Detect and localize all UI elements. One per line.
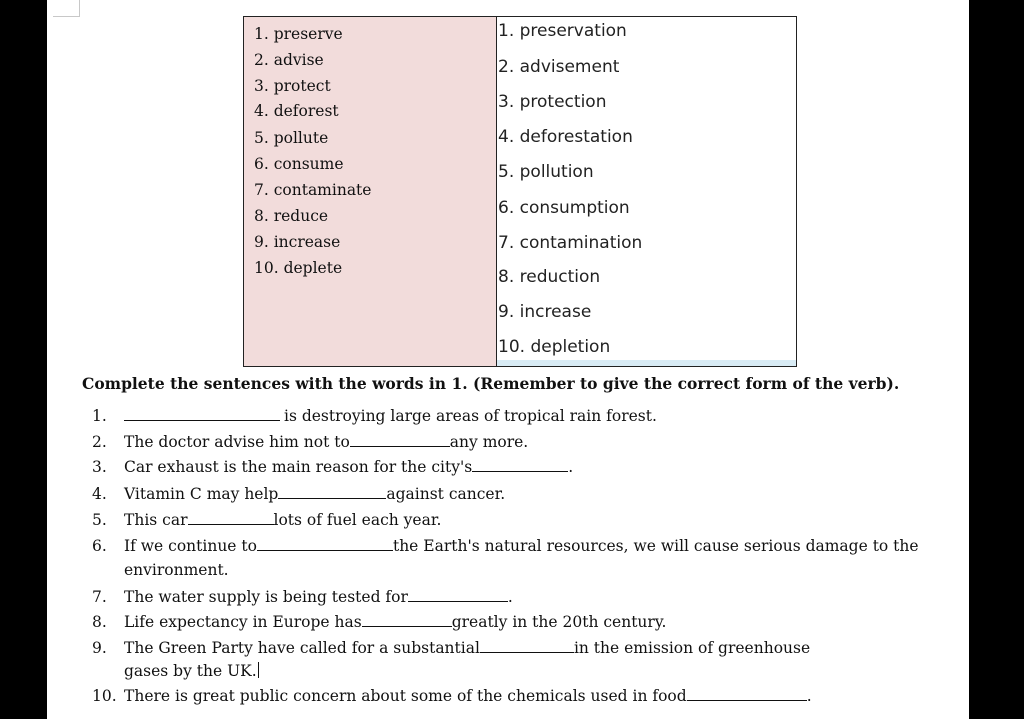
sentence-item — [92, 587, 513, 606]
sentence-number: 3. — [92, 458, 107, 476]
sentence-before: Car exhaust is the main reason for the city's — [124, 458, 473, 476]
verb-item: 10. deplete — [254, 259, 343, 277]
page-corner-mark — [53, 0, 80, 17]
sentence-after: lots of fuel each year. — [273, 511, 442, 529]
sentence-item — [92, 432, 528, 451]
sentence-item — [92, 484, 505, 503]
sentence-number: 4. — [92, 485, 107, 503]
noun-item: 3. protection — [498, 92, 607, 112]
noun-item: 10. depletion — [498, 337, 611, 357]
sentence-number: 2. — [92, 433, 107, 451]
verb-item: 3. protect — [254, 77, 331, 95]
verb-item: 4. deforest — [254, 102, 339, 120]
sentence-item — [92, 612, 666, 631]
answer-blank[interactable] — [350, 432, 450, 447]
document-page — [47, 0, 969, 719]
sentence-after: is destroying large areas of tropical rain forest. — [284, 407, 657, 425]
noun-item: 2. advisement — [498, 57, 620, 77]
answer-blank[interactable] — [188, 510, 274, 525]
verbs-column — [244, 17, 497, 366]
sentence-number: 10. — [92, 687, 117, 705]
answer-blank[interactable] — [257, 536, 393, 551]
sentence-item — [92, 510, 441, 529]
sentence-number: 6. — [92, 537, 107, 555]
sentence-number: 9. — [92, 639, 107, 657]
noun-item: 9. increase — [498, 302, 592, 322]
verb-item: 5. pollute — [254, 129, 329, 147]
word-forms-table — [243, 16, 797, 367]
sentence-number: 1. — [92, 407, 107, 425]
answer-blank[interactable] — [408, 587, 508, 602]
answer-blank[interactable] — [124, 406, 280, 421]
sentence-before: There is great public concern about some of the chemicals used in food — [124, 687, 687, 705]
answer-blank[interactable] — [362, 612, 452, 627]
noun-item: 5. pollution — [498, 162, 594, 182]
sentence-before: This car — [124, 511, 188, 529]
sentence-item — [92, 638, 810, 657]
sentence-number: 7. — [92, 588, 107, 606]
verb-item: 1. preserve — [254, 25, 343, 43]
sentence-number: 5. — [92, 511, 107, 529]
answer-blank[interactable] — [480, 638, 574, 653]
exercise-instruction: Complete the sentences with the words in 1. (Remember to give the correct form of the verb). — [82, 374, 900, 393]
sentence-item — [92, 686, 812, 705]
verb-item: 2. advise — [254, 51, 324, 69]
sentence-before: Vitamin C may help — [124, 485, 279, 503]
sentence-continuation — [124, 662, 259, 680]
sentence-continuation: environment. — [124, 561, 229, 579]
sentence-before: Life expectancy in Europe has — [124, 613, 362, 631]
sentence-after: . — [806, 687, 812, 705]
verb-item: 6. consume — [254, 155, 344, 173]
noun-item: 6. consumption — [498, 198, 630, 218]
noun-item: 8. reduction — [498, 267, 601, 287]
sentence-before: The Green Party have called for a substantial — [124, 639, 480, 657]
verb-item: 9. increase — [254, 233, 341, 251]
sentence-item — [92, 457, 573, 476]
verb-item: 7. contaminate — [254, 181, 372, 199]
selection-highlight — [497, 360, 796, 366]
answer-blank[interactable] — [278, 484, 386, 499]
sentence-after: any more. — [449, 433, 529, 451]
sentence-number: 8. — [92, 613, 107, 631]
sentence-before: If we continue to — [124, 537, 257, 555]
sentence-after: . — [507, 588, 513, 606]
sentence-item — [92, 406, 657, 425]
sentence-before: The doctor advise him not to — [124, 433, 350, 451]
noun-item: 4. deforestation — [498, 127, 633, 147]
sentence-after: greatly in the 20th century. — [451, 613, 667, 631]
sentence-item — [92, 536, 919, 555]
sentence-before: The water supply is being tested for — [124, 588, 408, 606]
answer-blank[interactable] — [687, 686, 807, 701]
nouns-column — [497, 17, 796, 366]
noun-item: 1. preservation — [498, 21, 627, 41]
answer-blank[interactable] — [472, 457, 568, 472]
text-cursor — [258, 662, 259, 678]
sentence-after: against cancer. — [386, 485, 506, 503]
sentence-after: the Earth's natural resources, we will cause serious damage to the — [392, 537, 919, 555]
continuation-text: gases by the UK. — [124, 662, 257, 680]
sentence-after: . — [568, 458, 574, 476]
noun-item: 7. contamination — [498, 233, 643, 253]
sentence-after: in the emission of greenhouse — [573, 639, 811, 657]
verb-item: 8. reduce — [254, 207, 329, 225]
